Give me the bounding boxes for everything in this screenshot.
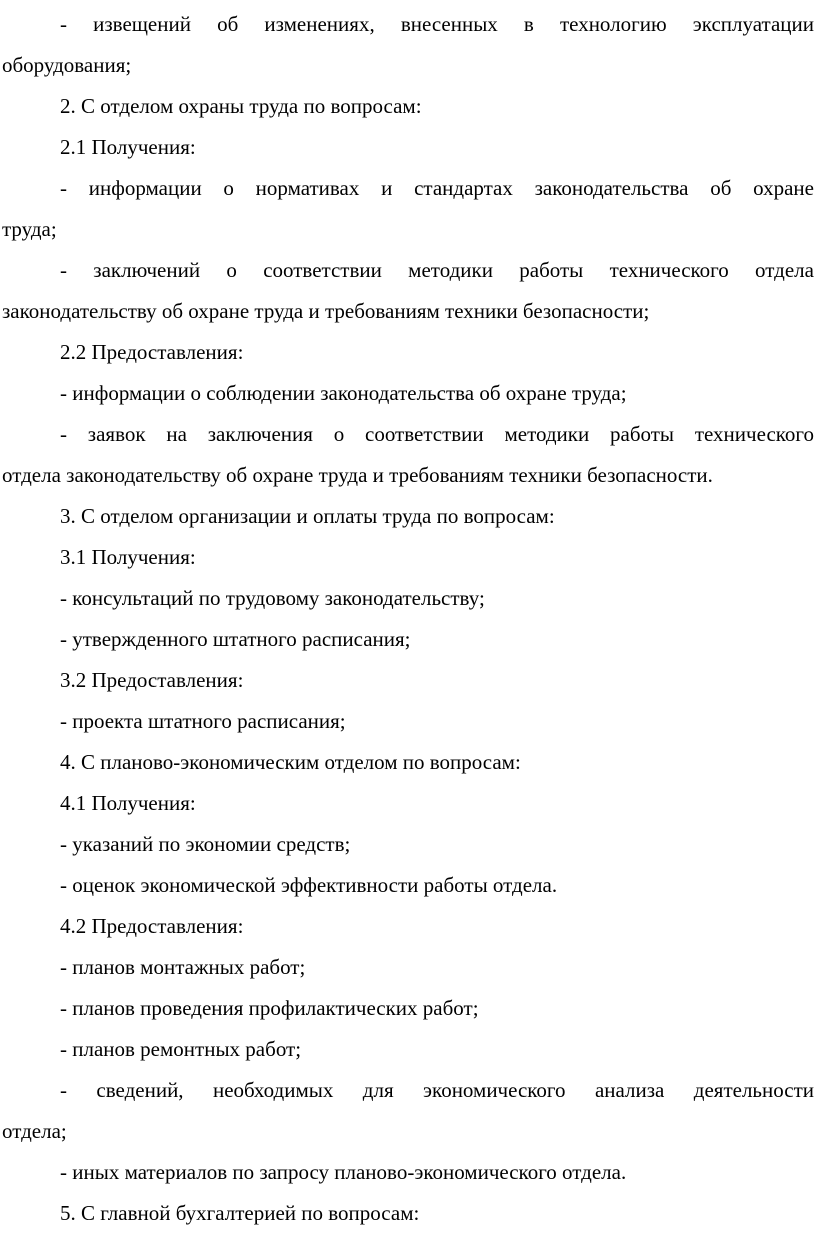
text-line: 3.2 Предоставления:	[60, 668, 244, 692]
text-line: - планов ремонтных работ;	[60, 1037, 302, 1061]
text-line: - консультаций по трудовому законодательству;	[60, 586, 485, 610]
text-line: - информации о нормативах и стандартах законодательства об охране	[60, 176, 814, 200]
text-line: - планов монтажных работ;	[60, 955, 306, 979]
text-line: 2.2 Предоставления:	[60, 340, 244, 364]
text-line: 2.1 Получения:	[60, 135, 196, 159]
text-line: отдела;	[2, 1119, 67, 1143]
text-line: 4.2 Предоставления:	[60, 914, 244, 938]
text-line: - сведений, необходимых для экономического анализа деятельности	[60, 1078, 814, 1102]
text-line: - заключений о соответствии методики работы технического отдела	[60, 258, 814, 282]
text-line: отдела законодательству об охране труда и требованиям техники безопасности.	[2, 463, 713, 487]
text-line: законодательству об охране труда и требованиям техники безопасности;	[2, 299, 650, 323]
text-line: 2. С отделом охраны труда по вопросам:	[60, 94, 422, 118]
text-line: 4.1 Получения:	[60, 791, 196, 815]
text-line: труда;	[2, 217, 57, 241]
text-line: 4. С планово-экономическим отделом по вопросам:	[60, 750, 521, 774]
text-line: - информации о соблюдении законодательства об охране труда;	[60, 381, 627, 405]
text-line: - указаний по экономии средств;	[60, 832, 351, 856]
text-line: 3. С отделом организации и оплаты труда по вопросам:	[60, 504, 555, 528]
text-line: 3.1 Получения:	[60, 545, 196, 569]
text-line: - извещений об изменениях, внесенных в технологию эксплуатации	[60, 12, 814, 36]
text-line: 5. С главной бухгалтерией по вопросам:	[60, 1201, 420, 1225]
text-line: - заявок на заключения о соответствии методики работы технического	[60, 422, 814, 446]
text-line: - планов проведения профилактических работ;	[60, 996, 479, 1020]
text-line: - иных материалов по запросу планово-экономического отдела.	[60, 1160, 627, 1184]
text-line: - утвержденного штатного расписания;	[60, 627, 411, 651]
text-line: - оценок экономической эффективности работы отдела.	[60, 873, 558, 897]
text-line: - проекта штатного расписания;	[60, 709, 346, 733]
text-line: оборудования;	[2, 53, 132, 77]
